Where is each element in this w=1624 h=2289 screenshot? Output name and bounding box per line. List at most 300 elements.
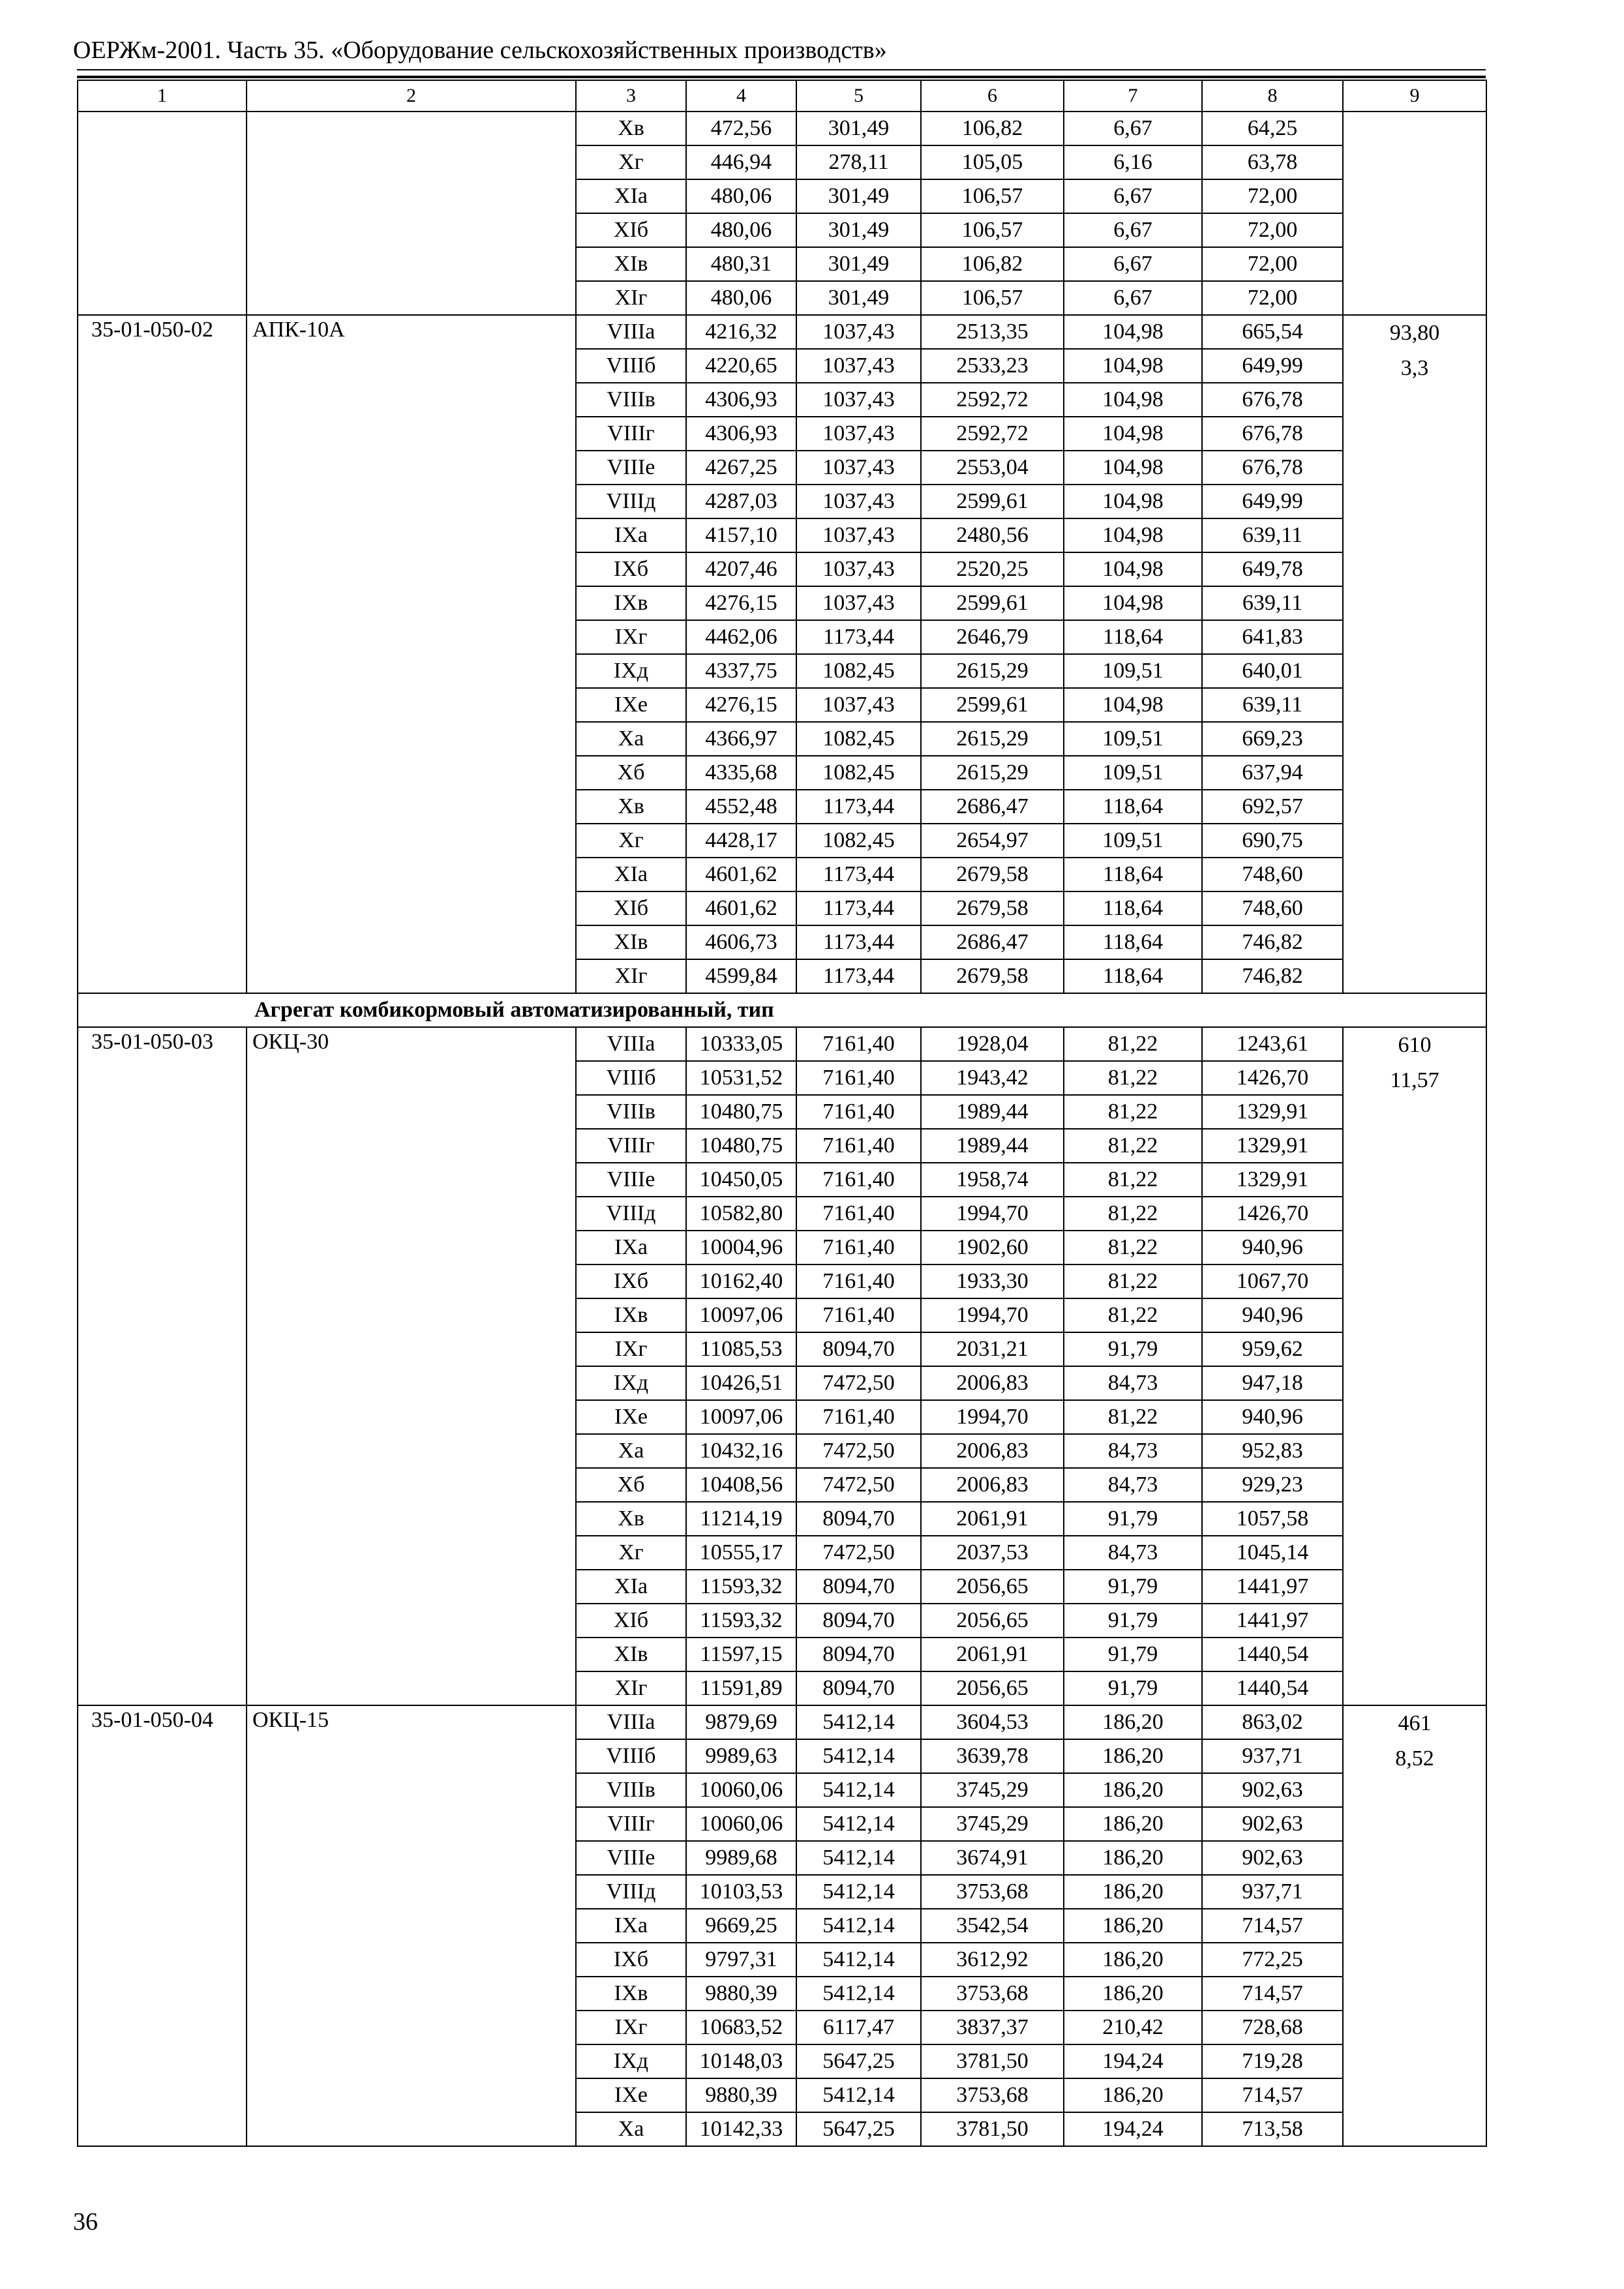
value-cell: 7161,40 — [796, 1129, 921, 1163]
value-cell: 10683,52 — [686, 2011, 796, 2044]
value-cell: 6,67 — [1064, 247, 1202, 281]
value-cell: 10097,06 — [686, 1400, 796, 1434]
zone-cell: IХб — [576, 1943, 686, 1977]
value-cell: 9989,63 — [686, 1739, 796, 1773]
value-cell: 2686,47 — [921, 790, 1064, 824]
value-cell: 3745,29 — [921, 1807, 1064, 1841]
value-cell: 641,83 — [1202, 620, 1343, 654]
value-cell: 7161,40 — [796, 1163, 921, 1197]
value-cell: 1440,54 — [1202, 1671, 1343, 1705]
value-cell: 186,20 — [1064, 1977, 1202, 2011]
value-cell: 1441,97 — [1202, 1570, 1343, 1604]
value-cell: 1943,42 — [921, 1061, 1064, 1095]
value-cell: 301,49 — [796, 179, 921, 213]
item-model — [247, 112, 576, 315]
value-cell: 2006,83 — [921, 1366, 1064, 1400]
value-cell: 104,98 — [1064, 451, 1202, 485]
value-cell: 186,20 — [1064, 1807, 1202, 1841]
zone-cell: VIIIа — [576, 1027, 686, 1061]
value-cell: 9797,31 — [686, 1943, 796, 1977]
zone-cell: IХд — [576, 2044, 686, 2078]
zone-cell: Хв — [576, 1502, 686, 1536]
value-cell: 106,57 — [921, 179, 1064, 213]
value-cell: 5412,14 — [796, 1773, 921, 1807]
value-cell: 4306,93 — [686, 383, 796, 417]
value-cell: 4601,62 — [686, 891, 796, 925]
value-cell: 72,00 — [1202, 179, 1343, 213]
column-header: 8 — [1202, 80, 1343, 112]
item-model: ОКЦ-15 — [247, 1705, 576, 2146]
column-header: 5 — [796, 80, 921, 112]
value-cell: 2553,04 — [921, 451, 1064, 485]
zone-cell: IХг — [576, 2011, 686, 2044]
value-cell: 2061,91 — [921, 1502, 1064, 1536]
value-cell: 4306,93 — [686, 417, 796, 451]
zone-cell: VIIIа — [576, 1705, 686, 1739]
value-cell: 690,75 — [1202, 824, 1343, 858]
value-cell: 1173,44 — [796, 790, 921, 824]
value-cell: 3674,91 — [921, 1841, 1064, 1875]
zone-cell: Хб — [576, 756, 686, 790]
value-cell: 1426,70 — [1202, 1197, 1343, 1231]
value-cell: 5647,25 — [796, 2044, 921, 2078]
value-cell: 1440,54 — [1202, 1638, 1343, 1671]
value-cell: 5412,14 — [796, 1909, 921, 1943]
zone-cell: IХе — [576, 2078, 686, 2112]
value-cell: 3781,50 — [921, 2044, 1064, 2078]
value-cell: 104,98 — [1064, 349, 1202, 383]
value-cell: 5412,14 — [796, 1739, 921, 1773]
value-cell: 186,20 — [1064, 1943, 1202, 1977]
value-cell: 4599,84 — [686, 959, 796, 993]
zone-cell: VIIIв — [576, 1095, 686, 1129]
value-cell: 746,82 — [1202, 959, 1343, 993]
value-cell: 692,57 — [1202, 790, 1343, 824]
value-cell: 1928,04 — [921, 1027, 1064, 1061]
value-cell: 2592,72 — [921, 383, 1064, 417]
value-cell: 1441,97 — [1202, 1604, 1343, 1638]
value-cell: 9879,69 — [686, 1705, 796, 1739]
value-cell: 1082,45 — [796, 756, 921, 790]
value-cell: 669,23 — [1202, 722, 1343, 756]
value-cell: 649,78 — [1202, 552, 1343, 586]
value-cell: 9989,68 — [686, 1841, 796, 1875]
value-cell: 104,98 — [1064, 417, 1202, 451]
zone-cell: VIIIа — [576, 315, 686, 349]
value-cell: 7161,40 — [796, 1264, 921, 1298]
value-cell: 2031,21 — [921, 1332, 1064, 1366]
zone-cell: VIIIд — [576, 1197, 686, 1231]
value-cell: 10582,80 — [686, 1197, 796, 1231]
zone-cell: IХб — [576, 1264, 686, 1298]
value-cell: 10450,05 — [686, 1163, 796, 1197]
table-row — [78, 315, 1486, 349]
value-cell: 118,64 — [1064, 959, 1202, 993]
value-cell: 2513,35 — [921, 315, 1064, 349]
value-cell: 7472,50 — [796, 1366, 921, 1400]
zone-cell: VIIIб — [576, 1739, 686, 1773]
value-cell: 8094,70 — [796, 1332, 921, 1366]
value-cell: 8094,70 — [796, 1502, 921, 1536]
value-cell: 81,22 — [1064, 1197, 1202, 1231]
value-cell: 72,00 — [1202, 213, 1343, 247]
value-cell: 1173,44 — [796, 891, 921, 925]
value-cell: 480,31 — [686, 247, 796, 281]
equipment-mass: 93,80 — [1389, 321, 1440, 345]
mass-cell — [1343, 315, 1486, 993]
value-cell: 8094,70 — [796, 1671, 921, 1705]
labor-mass: 11,57 — [1390, 1068, 1439, 1092]
value-cell: 1037,43 — [796, 451, 921, 485]
value-cell: 1243,61 — [1202, 1027, 1343, 1061]
zone-cell: IХа — [576, 518, 686, 552]
value-cell: 639,11 — [1202, 586, 1343, 620]
value-cell: 649,99 — [1202, 485, 1343, 518]
value-cell: 2006,83 — [921, 1468, 1064, 1502]
zone-cell: IХг — [576, 1332, 686, 1366]
value-cell: 1057,58 — [1202, 1502, 1343, 1536]
value-cell: 1037,43 — [796, 552, 921, 586]
value-cell: 106,82 — [921, 112, 1064, 145]
value-cell: 649,99 — [1202, 349, 1343, 383]
value-cell: 84,73 — [1064, 1366, 1202, 1400]
value-cell: 1037,43 — [796, 383, 921, 417]
value-cell: 1329,91 — [1202, 1129, 1343, 1163]
labor-mass: 3,3 — [1400, 355, 1429, 380]
section-heading-row — [78, 993, 1486, 1027]
value-cell: 5412,14 — [796, 1943, 921, 1977]
zone-cell: Хв — [576, 112, 686, 145]
value-cell: 4267,25 — [686, 451, 796, 485]
value-cell: 1994,70 — [921, 1298, 1064, 1332]
value-cell: 104,98 — [1064, 315, 1202, 349]
value-cell: 3612,92 — [921, 1943, 1064, 1977]
zone-cell: XIб — [576, 891, 686, 925]
value-cell: 3639,78 — [921, 1739, 1064, 1773]
value-cell: 6117,47 — [796, 2011, 921, 2044]
value-cell: 714,57 — [1202, 1977, 1343, 2011]
value-cell: 104,98 — [1064, 552, 1202, 586]
value-cell: 109,51 — [1064, 824, 1202, 858]
value-cell: 2615,29 — [921, 654, 1064, 688]
value-cell: 10004,96 — [686, 1231, 796, 1264]
value-cell: 929,23 — [1202, 1468, 1343, 1502]
value-cell: 2679,58 — [921, 858, 1064, 891]
equipment-mass: 610 — [1398, 1033, 1432, 1057]
value-cell: 480,06 — [686, 213, 796, 247]
zone-cell: IХе — [576, 688, 686, 722]
value-cell: 2615,29 — [921, 756, 1064, 790]
zone-cell: XIв — [576, 247, 686, 281]
value-cell: 84,73 — [1064, 1434, 1202, 1468]
value-cell: 640,01 — [1202, 654, 1343, 688]
value-cell: 10408,56 — [686, 1468, 796, 1502]
value-cell: 940,96 — [1202, 1400, 1343, 1434]
value-cell: 2480,56 — [921, 518, 1064, 552]
value-cell: 3753,68 — [921, 2078, 1064, 2112]
column-header: 7 — [1064, 80, 1202, 112]
value-cell: 186,20 — [1064, 1841, 1202, 1875]
mass-cell — [1343, 1705, 1486, 2146]
value-cell: 81,22 — [1064, 1027, 1202, 1061]
value-cell: 8094,70 — [796, 1638, 921, 1671]
value-cell: 5412,14 — [796, 1841, 921, 1875]
value-cell: 301,49 — [796, 112, 921, 145]
value-cell: 104,98 — [1064, 485, 1202, 518]
zone-cell: XIа — [576, 1570, 686, 1604]
value-cell: 11591,89 — [686, 1671, 796, 1705]
value-cell: 4606,73 — [686, 925, 796, 959]
value-cell: 639,11 — [1202, 518, 1343, 552]
value-cell: 104,98 — [1064, 688, 1202, 722]
value-cell: 4337,75 — [686, 654, 796, 688]
value-cell: 10531,52 — [686, 1061, 796, 1095]
zone-cell: IХб — [576, 552, 686, 586]
value-cell: 676,78 — [1202, 451, 1343, 485]
value-cell: 472,56 — [686, 112, 796, 145]
value-cell: 7161,40 — [796, 1197, 921, 1231]
value-cell: 81,22 — [1064, 1400, 1202, 1434]
value-cell: 1037,43 — [796, 417, 921, 451]
value-cell: 1037,43 — [796, 315, 921, 349]
table-body — [78, 80, 1486, 2146]
value-cell: 104,98 — [1064, 518, 1202, 552]
value-cell: 10432,16 — [686, 1434, 796, 1468]
value-cell: 109,51 — [1064, 722, 1202, 756]
zone-cell: Ха — [576, 722, 686, 756]
table-row — [78, 1705, 1486, 1739]
value-cell: 10103,53 — [686, 1875, 796, 1909]
value-cell: 64,25 — [1202, 112, 1343, 145]
zone-cell: XIв — [576, 1638, 686, 1671]
value-cell: 91,79 — [1064, 1671, 1202, 1705]
page-number: 36 — [73, 2208, 98, 2236]
value-cell: 1902,60 — [921, 1231, 1064, 1264]
value-cell: 2599,61 — [921, 688, 1064, 722]
value-cell: 6,67 — [1064, 281, 1202, 315]
value-cell: 1173,44 — [796, 959, 921, 993]
zone-cell: XIг — [576, 959, 686, 993]
value-cell: 91,79 — [1064, 1638, 1202, 1671]
item-code: 35-01-050-02 — [78, 315, 247, 993]
column-header: 2 — [247, 80, 576, 112]
value-cell: 4366,97 — [686, 722, 796, 756]
zone-cell: IХв — [576, 586, 686, 620]
value-cell: 748,60 — [1202, 858, 1343, 891]
zone-cell: Ха — [576, 2112, 686, 2146]
table-row — [78, 1027, 1486, 1061]
value-cell: 637,94 — [1202, 756, 1343, 790]
column-header: 4 — [686, 80, 796, 112]
value-cell: 1173,44 — [796, 925, 921, 959]
value-cell: 772,25 — [1202, 1943, 1343, 1977]
value-cell: 937,71 — [1202, 1875, 1343, 1909]
value-cell: 186,20 — [1064, 1773, 1202, 1807]
zone-cell: VIIIг — [576, 1807, 686, 1841]
value-cell: 4276,15 — [686, 586, 796, 620]
zone-cell: VIIIе — [576, 1163, 686, 1197]
value-cell: 3753,68 — [921, 1977, 1064, 2011]
value-cell: 5412,14 — [796, 1875, 921, 1909]
value-cell: 186,20 — [1064, 1705, 1202, 1739]
value-cell: 1082,45 — [796, 722, 921, 756]
value-cell: 109,51 — [1064, 654, 1202, 688]
value-cell: 3745,29 — [921, 1773, 1064, 1807]
value-cell: 4220,65 — [686, 349, 796, 383]
value-cell: 118,64 — [1064, 620, 1202, 654]
value-cell: 952,83 — [1202, 1434, 1343, 1468]
value-cell: 480,06 — [686, 179, 796, 213]
value-cell: 2599,61 — [921, 586, 1064, 620]
value-cell: 2520,25 — [921, 552, 1064, 586]
value-cell: 10148,03 — [686, 2044, 796, 2078]
value-cell: 902,63 — [1202, 1841, 1343, 1875]
value-cell: 2037,53 — [921, 1536, 1064, 1570]
value-cell: 1037,43 — [796, 349, 921, 383]
value-cell: 1082,45 — [796, 654, 921, 688]
column-header: 3 — [576, 80, 686, 112]
value-cell: 194,24 — [1064, 2044, 1202, 2078]
value-cell: 748,60 — [1202, 891, 1343, 925]
value-cell: 10480,75 — [686, 1129, 796, 1163]
value-cell: 947,18 — [1202, 1366, 1343, 1400]
value-cell: 186,20 — [1064, 2078, 1202, 2112]
value-cell: 2056,65 — [921, 1671, 1064, 1705]
value-cell: 1989,44 — [921, 1129, 1064, 1163]
zone-cell: VIIIб — [576, 1061, 686, 1095]
value-cell: 8094,70 — [796, 1604, 921, 1638]
value-cell: 186,20 — [1064, 1739, 1202, 1773]
value-cell: 2654,97 — [921, 824, 1064, 858]
value-cell: 118,64 — [1064, 790, 1202, 824]
value-cell: 5412,14 — [796, 1705, 921, 1739]
value-cell: 3781,50 — [921, 2112, 1064, 2146]
value-cell: 81,22 — [1064, 1231, 1202, 1264]
value-cell: 7161,40 — [796, 1095, 921, 1129]
value-cell: 2599,61 — [921, 485, 1064, 518]
value-cell: 1994,70 — [921, 1400, 1064, 1434]
zone-cell: Хг — [576, 1536, 686, 1570]
value-cell: 1045,14 — [1202, 1536, 1343, 1570]
zone-cell: Ха — [576, 1434, 686, 1468]
value-cell: 7161,40 — [796, 1231, 921, 1264]
value-cell: 4287,03 — [686, 485, 796, 518]
value-cell: 106,57 — [921, 213, 1064, 247]
zone-cell: IХд — [576, 1366, 686, 1400]
value-cell: 714,57 — [1202, 1909, 1343, 1943]
value-cell: 713,58 — [1202, 2112, 1343, 2146]
value-cell: 91,79 — [1064, 1570, 1202, 1604]
zone-cell: Хг — [576, 145, 686, 179]
value-cell: 3604,53 — [921, 1705, 1064, 1739]
value-cell: 6,16 — [1064, 145, 1202, 179]
value-cell: 2056,65 — [921, 1604, 1064, 1638]
value-cell: 3542,54 — [921, 1909, 1064, 1943]
zone-cell: IХг — [576, 620, 686, 654]
value-cell: 104,98 — [1064, 586, 1202, 620]
value-cell: 81,22 — [1064, 1298, 1202, 1332]
value-cell: 446,94 — [686, 145, 796, 179]
zone-cell: XIа — [576, 858, 686, 891]
value-cell: 11593,32 — [686, 1570, 796, 1604]
value-cell: 106,57 — [921, 281, 1064, 315]
value-cell: 301,49 — [796, 213, 921, 247]
zone-cell: IХв — [576, 1977, 686, 2011]
zone-cell: VIIIб — [576, 349, 686, 383]
zone-cell: XIг — [576, 1671, 686, 1705]
value-cell: 9669,25 — [686, 1909, 796, 1943]
value-cell: 105,05 — [921, 145, 1064, 179]
value-cell: 959,62 — [1202, 1332, 1343, 1366]
zone-cell: Хв — [576, 790, 686, 824]
zone-cell: IХд — [576, 654, 686, 688]
item-code — [78, 112, 247, 315]
zone-cell: IХе — [576, 1400, 686, 1434]
value-cell: 10162,40 — [686, 1264, 796, 1298]
value-cell: 4157,10 — [686, 518, 796, 552]
value-cell: 6,67 — [1064, 112, 1202, 145]
value-cell: 937,71 — [1202, 1739, 1343, 1773]
price-table — [77, 80, 1487, 2147]
zone-cell: IХв — [576, 1298, 686, 1332]
value-cell: 746,82 — [1202, 925, 1343, 959]
value-cell: 10097,06 — [686, 1298, 796, 1332]
value-cell: 84,73 — [1064, 1468, 1202, 1502]
value-cell: 4552,48 — [686, 790, 796, 824]
value-cell: 4216,32 — [686, 315, 796, 349]
value-cell: 9880,39 — [686, 2078, 796, 2112]
value-cell: 1173,44 — [796, 858, 921, 891]
value-cell: 10555,17 — [686, 1536, 796, 1570]
value-cell: 2061,91 — [921, 1638, 1064, 1671]
value-cell: 3753,68 — [921, 1875, 1064, 1909]
value-cell: 301,49 — [796, 281, 921, 315]
zone-cell: VIIIв — [576, 1773, 686, 1807]
zone-cell: VIIIд — [576, 485, 686, 518]
value-cell: 4207,46 — [686, 552, 796, 586]
header-rule — [77, 69, 1486, 70]
value-cell: 480,06 — [686, 281, 796, 315]
value-cell: 5412,14 — [796, 2078, 921, 2112]
value-cell: 11085,53 — [686, 1332, 796, 1366]
zone-cell: XIб — [576, 1604, 686, 1638]
column-header: 1 — [78, 80, 247, 112]
table-header-row — [78, 80, 1486, 112]
value-cell: 81,22 — [1064, 1163, 1202, 1197]
value-cell: 81,22 — [1064, 1129, 1202, 1163]
zone-cell: VIIIд — [576, 1875, 686, 1909]
value-cell: 1933,30 — [921, 1264, 1064, 1298]
zone-cell: IХа — [576, 1231, 686, 1264]
value-cell: 728,68 — [1202, 2011, 1343, 2044]
value-cell: 301,49 — [796, 247, 921, 281]
zone-cell: XIв — [576, 925, 686, 959]
value-cell: 9880,39 — [686, 1977, 796, 2011]
zone-cell: XIб — [576, 213, 686, 247]
value-cell: 5647,25 — [796, 2112, 921, 2146]
value-cell: 1989,44 — [921, 1095, 1064, 1129]
zone-cell: VIIIе — [576, 451, 686, 485]
value-cell: 2686,47 — [921, 925, 1064, 959]
value-cell: 210,42 — [1064, 2011, 1202, 2044]
value-cell: 10480,75 — [686, 1095, 796, 1129]
value-cell: 4428,17 — [686, 824, 796, 858]
value-cell: 10060,06 — [686, 1807, 796, 1841]
column-header: 9 — [1343, 80, 1486, 112]
value-cell: 2006,83 — [921, 1434, 1064, 1468]
value-cell: 1082,45 — [796, 824, 921, 858]
value-cell: 7161,40 — [796, 1061, 921, 1095]
